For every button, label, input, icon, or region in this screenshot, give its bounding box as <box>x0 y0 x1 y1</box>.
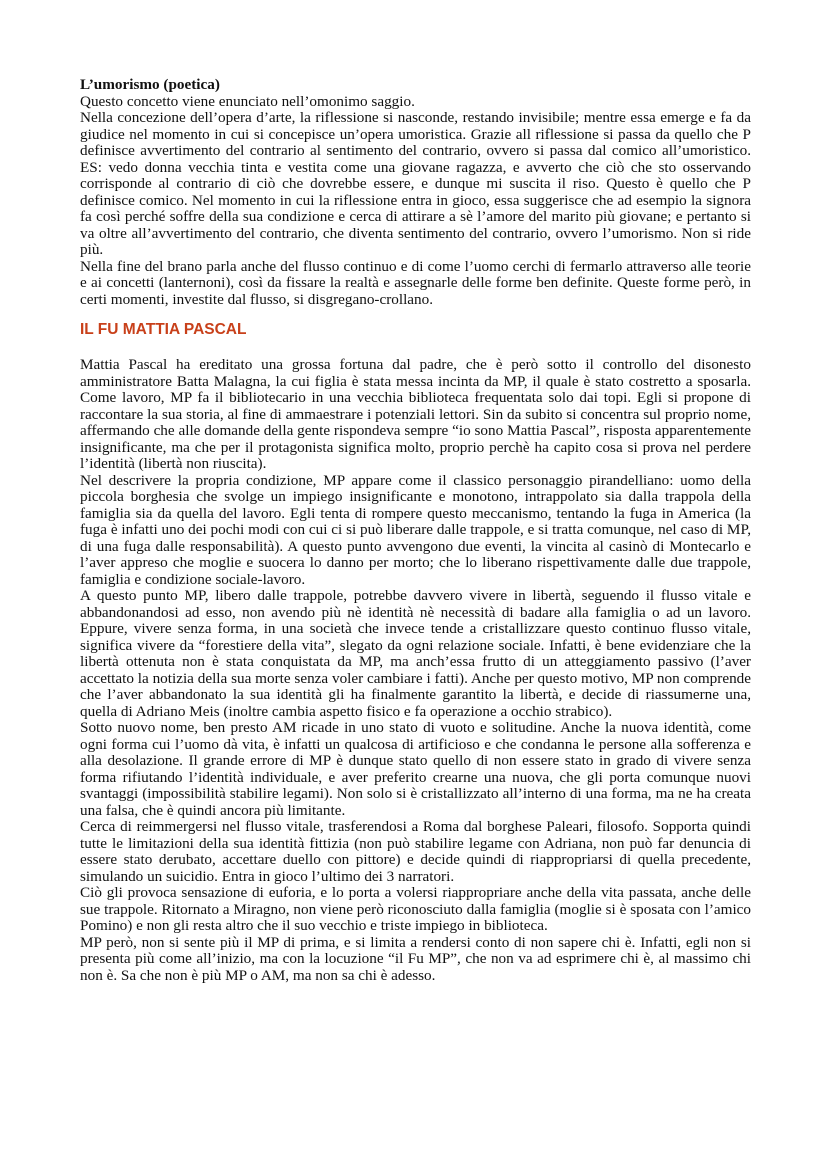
mattia-paragraph: A questo punto MP, libero dalle trappole, potrebbe davvero vivere in libertà, seguendo il flusso vitale e abbandonandosi ad esso, non avendo più nè identità nè necessità di badare alla famiglia o ad un lavoro. Eppure, vivere senza forma, in una società che invece tende a cristallizzare questo continuo flusso vitale, significa vivere da “forestiere della vita”, slegato da ogni relazione sociale. Infatti, è bene evidenziare che la libertà ottenuta non è stata conquistata da MP, ma anch’essa frutto di un atteggiamento passivo (l’aver accettato la notizia della sua morte senza voler cambiare i fatti). Anche per questo motivo, MP non comprende che l’aver abbandonato la sua identità gli ha finalmente garantito la libertà, e decide di riassumerne una, quella di Adriano Meis (inoltre cambia aspetto fisico e fa operazione a occhio strabico). <box>80 587 751 720</box>
mattia-paragraph: MP però, non si sente più il MP di prima, e si limita a rendersi conto di non sapere chi è. Infatti, egli non si presenta più come all’inizio, ma con la locuzione “il Fu MP”, che non va ad esprimere chi è, al massimo chi non è. Sa che non è più MP o AM, ma non sa chi è adesso. <box>80 933 751 984</box>
mattia-paragraph: Sotto nuovo nome, ben presto AM ricade in uno stato di vuoto e solitudine. Anche la nuova identità, come ogni forma cui l’uomo dà vita, è infatti un qualcosa di artificioso e che condanna le persone alla sofferenza e alla desolazione. Il grande errore di MP è dunque stato quello di non essere stato in grado di vivere senza forma rifiutando l’identità individuale, e aver preferito crearne una nuova, che gli porta comunque nuovi svantaggi (impossibilità stabilire legami). Non solo si è cristallizzato all’interno di una forma, ma ne ha creata una falsa, che è quindi ancora più limitante. <box>80 719 751 819</box>
umorismo-heading: L’umorismo (poetica) <box>80 76 220 93</box>
umorismo-paragraph: Nella fine del brano parla anche del flusso continuo e di come l’uomo cerchi di fermarlo attraverso alle teorie e ai concetti (lanternoni), così da fissare la realtà e assegnarle delle forme ben definite. Queste forme però, in certi momenti, investite dal flusso, si disgregano-crollano. <box>80 257 751 308</box>
mattia-pascal-title: IL FU MATTIA PASCAL <box>80 321 247 338</box>
umorismo-paragraph: Nella concezione dell’opera d’arte, la riflessione si nasconde, restando invisibile; mentre essa emerge e fa da giudice nel momento in cui si concepisce un’opera umoristica. Grazie all riflessione si passa da quello che P definisce avvertimento del contrario al sentimento del contrario, ovvero si passa dal comico all’umoristico. ES: vedo donna vecchia tinta e vestita come una giovane ragazza, e avverto che ciò che sto osservando corrisponde al contrario di ciò che dovrebbe essere, e dunque mi suscita il riso. Questo è quello che P definisce comico. Nel momento in cui la riflessione entra in gioco, essa suggerisce che ad esempio la signora fa così perché soffre della sua condizione e cerca di attirare a sè l’amore del marito più giovane; e pertanto si va oltre all’avvertimento del contrario, che diventa sentimento del contrario, ovvero l’umorismo. Non si ride più. <box>80 109 751 258</box>
mattia-paragraph: Nel descrivere la propria condizione, MP appare come il classico personaggio pirandelliano: uomo della piccola borghesia che svolge un impiego insignificante e monotono, intrappolato sia dalla trappola della famiglia sia da quella del lavoro. Egli tenta di rompere questo meccanismo, tentando la fuga in America (la fuga è infatti uno dei pochi modi con cui ci si può liberare dalle trappole, e si tratta comunque, nel caso di MP, di una fuga dalle responsabilità). A questo punto avvengono due eventi, la vincita al casinò di Montecarlo e l’aver appreso che moglie e suocera lo danno per morto; che lo liberano rispettivamente dalle due trappole, famiglia e condizione sociale-lavoro. <box>80 471 751 588</box>
document-page <box>80 77 751 984</box>
mattia-paragraph: Ciò gli provoca sensazione di euforia, e lo porta a volersi riappropriare anche della vita passata, anche delle sue trappole. Ritornato a Miragno, non viene però riconosciuto dalla famiglia (moglie si è sposata con l’amico Pomino) e non gli resta altro che il suo vecchio e triste impiego in biblioteca. <box>80 884 751 934</box>
umorismo-section <box>80 77 751 308</box>
mattia-paragraph: Cerca di reimmergersi nel flusso vitale, trasferendosi a Roma dal borghese Paleari, filosofo. Sopporta quindi tutte le limitazioni della sua identità fittizia (non può stabilire legame con Adriana, non può far denuncia di essere stato derubato, accettare duello con pittore) e decide quindi di riappropriarsi di quella precedente, simulando un suicidio. Entra in gioco l’ultimo dei 3 narratori. <box>80 818 751 885</box>
mattia-pascal-section <box>80 321 751 984</box>
mattia-paragraph: Mattia Pascal ha ereditato una grossa fortuna dal padre, che è però sotto il controllo del disonesto amministratore Batta Malagna, la cui figlia è stata messa incinta da MP, il quale è stato costretto a sposarla. Come lavoro, MP fa il bibliotecario in una vecchia biblioteca frequentata solo dai topi. Egli si propone di raccontare la sua storia, al fine di ammaestrare i potenziali lettori. Sin da subito si concentra sul proprio nome, affermando che alle domande della gente rispondeva sempre “io sono Mattia Pascal”, risposta apparentemente insignificante, ma che per il protagonista significa molto, proprio perchè ha capito cosa si prova nel perdere l’identità (libertà non riuscita). <box>80 356 751 472</box>
umorismo-paragraph: Questo concetto viene enunciato nell’omonimo saggio. <box>80 92 415 110</box>
